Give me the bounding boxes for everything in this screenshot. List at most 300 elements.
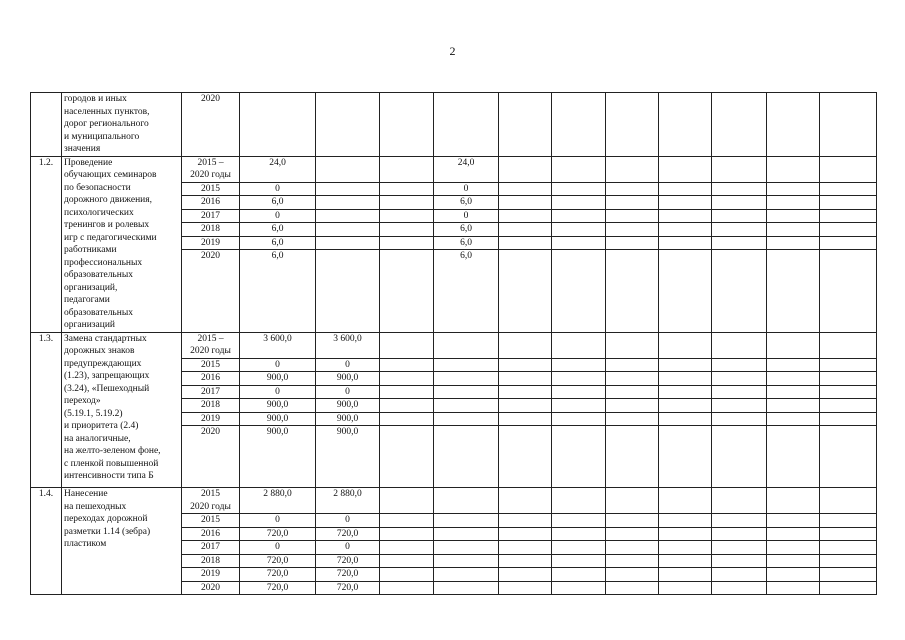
value-cell xyxy=(316,209,380,223)
total-cell: 720,0 xyxy=(240,568,316,582)
value-cell xyxy=(606,514,659,528)
year-cell xyxy=(182,514,240,528)
value-cell xyxy=(712,399,767,413)
value-cell xyxy=(606,223,659,237)
value-cell xyxy=(316,196,380,210)
item-name-line: Нанесение xyxy=(64,489,108,499)
value-cell xyxy=(552,236,606,250)
item-name-line: переход» xyxy=(64,396,101,406)
value-cell xyxy=(606,399,659,413)
value-cell xyxy=(820,568,877,582)
year-cell xyxy=(182,372,240,386)
value-cell: 6,0 xyxy=(434,236,499,250)
value-cell xyxy=(767,196,820,210)
value-cell: 0 xyxy=(434,209,499,223)
value-cell xyxy=(767,488,820,514)
value-cell xyxy=(712,250,767,332)
value-cell xyxy=(499,541,552,555)
value-cell xyxy=(820,514,877,528)
value-cell xyxy=(380,568,434,582)
year-cell xyxy=(182,581,240,595)
year-label: 2016 xyxy=(201,197,220,208)
value-cell xyxy=(499,250,552,332)
value-cell xyxy=(659,182,712,196)
value-cell xyxy=(316,93,380,157)
value-cell: 0 xyxy=(434,182,499,196)
value-cell xyxy=(606,385,659,399)
value-cell xyxy=(712,581,767,595)
year-label: 2015 xyxy=(201,183,220,194)
value-cell xyxy=(552,514,606,528)
year-label: 2015 – xyxy=(197,333,224,344)
value-cell xyxy=(820,250,877,332)
total-cell: 6,0 xyxy=(240,223,316,237)
total-cell: 0 xyxy=(240,358,316,372)
value-cell xyxy=(767,223,820,237)
value-cell: 6,0 xyxy=(434,250,499,332)
value-cell xyxy=(712,514,767,528)
year-label: 2019 xyxy=(201,413,220,424)
value-cell xyxy=(434,527,499,541)
value-cell: 0 xyxy=(316,385,380,399)
value-cell xyxy=(552,527,606,541)
value-cell: 720,0 xyxy=(316,581,380,595)
value-cell xyxy=(434,412,499,426)
value-cell xyxy=(820,236,877,250)
value-cell xyxy=(659,399,712,413)
year-cell xyxy=(182,332,240,358)
item-name-line: тренингов и ролевых xyxy=(64,220,150,230)
value-cell xyxy=(316,182,380,196)
value-cell xyxy=(820,385,877,399)
item-name-line: населенных пунктов, xyxy=(64,106,150,117)
item-name-line: организаций xyxy=(64,320,116,330)
item-name-cell xyxy=(62,332,182,488)
value-cell xyxy=(606,412,659,426)
item-name-line: с пленкой повышенной xyxy=(64,458,159,469)
value-cell xyxy=(659,581,712,595)
year-label: 2016 xyxy=(201,528,220,539)
value-cell xyxy=(552,581,606,595)
budget-table xyxy=(30,92,877,595)
value-cell xyxy=(499,554,552,568)
value-cell xyxy=(499,581,552,595)
value-cell xyxy=(712,527,767,541)
value-cell: 900,0 xyxy=(316,426,380,488)
value-cell xyxy=(606,527,659,541)
value-cell xyxy=(712,223,767,237)
value-cell xyxy=(659,385,712,399)
item-name-line: дорожных знаков xyxy=(64,346,135,356)
value-cell xyxy=(767,426,820,488)
total-cell: 720,0 xyxy=(240,554,316,568)
value-cell xyxy=(712,358,767,372)
value-cell xyxy=(712,541,767,555)
item-name-line: педагогами xyxy=(64,295,110,305)
value-cell xyxy=(434,488,499,514)
value-cell xyxy=(380,372,434,386)
value-cell xyxy=(552,196,606,210)
value-cell xyxy=(606,426,659,488)
year-label: 2020 xyxy=(201,427,220,437)
value-cell xyxy=(767,581,820,595)
value-cell xyxy=(767,209,820,223)
row-number-cell: 1.4. xyxy=(31,488,62,595)
year-label: 2017 xyxy=(201,542,220,552)
value-cell xyxy=(659,236,712,250)
item-name-line: (1.23), запрещающих xyxy=(64,371,150,381)
value-cell xyxy=(380,581,434,595)
total-cell: 0 xyxy=(240,514,316,528)
year-label: 2017 xyxy=(201,210,220,221)
value-cell xyxy=(767,385,820,399)
value-cell xyxy=(606,372,659,386)
year-cell xyxy=(182,554,240,568)
year-label: 2016 xyxy=(201,373,220,383)
value-cell xyxy=(552,93,606,157)
item-name-line: значения xyxy=(64,144,101,154)
row-number-cell: 1.3. xyxy=(31,332,62,488)
value-cell xyxy=(380,554,434,568)
value-cell xyxy=(712,568,767,582)
value-cell xyxy=(552,223,606,237)
value-cell xyxy=(767,514,820,528)
year-label: 2020 xyxy=(201,582,220,593)
value-cell: 0 xyxy=(316,514,380,528)
value-cell xyxy=(380,412,434,426)
value-cell xyxy=(659,250,712,332)
value-cell xyxy=(499,332,552,358)
value-cell xyxy=(552,412,606,426)
value-cell xyxy=(434,332,499,358)
page-number: 2 xyxy=(449,44,456,58)
value-cell: 900,0 xyxy=(316,399,380,413)
item-name-line: переходах дорожной xyxy=(64,514,148,524)
value-cell: 24,0 xyxy=(434,156,499,182)
year-label: 2018 xyxy=(201,224,220,235)
year-label: 2017 xyxy=(201,386,220,397)
value-cell xyxy=(820,182,877,196)
value-cell xyxy=(767,332,820,358)
value-cell xyxy=(767,554,820,568)
total-cell: 3 600,0 xyxy=(240,332,316,358)
item-name-line: (5.19.1, 5.19.2) xyxy=(64,408,123,419)
value-cell xyxy=(659,412,712,426)
item-name-cell xyxy=(62,156,182,332)
value-cell xyxy=(434,581,499,595)
value-cell xyxy=(380,93,434,157)
value-cell xyxy=(659,358,712,372)
value-cell xyxy=(552,372,606,386)
year-label: 2019 xyxy=(201,237,220,248)
value-cell xyxy=(606,236,659,250)
year-label: 2015 xyxy=(201,489,220,499)
year-cell xyxy=(182,568,240,582)
value-cell xyxy=(434,399,499,413)
total-cell: 720,0 xyxy=(240,527,316,541)
value-cell xyxy=(767,541,820,555)
value-cell xyxy=(499,527,552,541)
value-cell xyxy=(380,541,434,555)
year-cell xyxy=(182,358,240,372)
value-cell xyxy=(552,488,606,514)
value-cell xyxy=(552,399,606,413)
value-cell xyxy=(380,236,434,250)
total-cell: 24,0 xyxy=(240,156,316,182)
year-range-label: 2020 годы xyxy=(190,346,231,356)
total-cell: 900,0 xyxy=(240,372,316,386)
year-cell xyxy=(182,412,240,426)
value-cell xyxy=(499,182,552,196)
year-cell xyxy=(182,196,240,210)
item-name-line: пластиком xyxy=(64,539,107,549)
total-cell: 0 xyxy=(240,209,316,223)
value-cell: 720,0 xyxy=(316,568,380,582)
value-cell xyxy=(659,372,712,386)
value-cell xyxy=(552,568,606,582)
value-cell xyxy=(820,581,877,595)
value-cell: 6,0 xyxy=(434,196,499,210)
value-cell xyxy=(767,527,820,541)
value-cell xyxy=(659,541,712,555)
value-cell xyxy=(659,93,712,157)
value-cell xyxy=(499,358,552,372)
value-cell xyxy=(380,223,434,237)
value-cell xyxy=(499,514,552,528)
value-cell xyxy=(499,209,552,223)
table-row xyxy=(31,93,877,157)
item-name-line: интенсивности типа Б xyxy=(64,471,154,481)
value-cell xyxy=(659,332,712,358)
value-cell xyxy=(606,209,659,223)
value-cell xyxy=(380,209,434,223)
year-label: 2018 xyxy=(201,400,220,410)
value-cell xyxy=(499,93,552,157)
value-cell xyxy=(552,426,606,488)
value-cell xyxy=(659,196,712,210)
item-name-line: разметки 1.14 (зебра) xyxy=(64,526,151,537)
value-cell xyxy=(552,209,606,223)
value-cell xyxy=(380,426,434,488)
value-cell xyxy=(820,196,877,210)
value-cell: 900,0 xyxy=(316,372,380,386)
value-cell xyxy=(659,156,712,182)
total-cell: 900,0 xyxy=(240,399,316,413)
value-cell xyxy=(659,223,712,237)
value-cell xyxy=(712,196,767,210)
item-name-cell xyxy=(62,488,182,595)
value-cell xyxy=(659,527,712,541)
value-cell xyxy=(380,514,434,528)
item-name-cell xyxy=(62,93,182,157)
value-cell xyxy=(820,332,877,358)
year-range-label: 2020 годы xyxy=(190,501,231,512)
value-cell xyxy=(820,554,877,568)
value-cell xyxy=(606,554,659,568)
value-cell xyxy=(712,426,767,488)
item-name-line: дорог регионального xyxy=(64,119,149,129)
year-cell xyxy=(182,385,240,399)
item-name-line: организаций, xyxy=(64,282,118,293)
value-cell xyxy=(380,156,434,182)
item-name-line: (3.24), «Пешеходный xyxy=(64,383,150,394)
value-cell xyxy=(767,399,820,413)
value-cell xyxy=(767,568,820,582)
year-label: 2020 xyxy=(201,251,220,262)
value-cell xyxy=(712,554,767,568)
value-cell xyxy=(659,514,712,528)
value-cell xyxy=(499,236,552,250)
value-cell xyxy=(499,385,552,399)
value-cell xyxy=(499,196,552,210)
value-cell xyxy=(434,426,499,488)
value-cell xyxy=(434,372,499,386)
value-cell xyxy=(434,385,499,399)
value-cell xyxy=(659,209,712,223)
year-label: 2015 xyxy=(201,515,220,525)
value-cell xyxy=(820,358,877,372)
value-cell xyxy=(712,385,767,399)
item-name-line: дорожного движения, xyxy=(64,195,153,205)
value-cell: 6,0 xyxy=(434,223,499,237)
value-cell xyxy=(606,156,659,182)
item-name-line: городов и иных xyxy=(64,94,127,104)
row-number-cell: 1.2. xyxy=(31,156,62,332)
value-cell xyxy=(316,223,380,237)
value-cell: 3 600,0 xyxy=(316,332,380,358)
year-cell xyxy=(182,156,240,182)
value-cell xyxy=(659,488,712,514)
total-cell: 0 xyxy=(240,182,316,196)
item-name-line: обучающих семинаров xyxy=(64,170,157,180)
value-cell xyxy=(552,250,606,332)
value-cell: 720,0 xyxy=(316,554,380,568)
value-cell xyxy=(820,541,877,555)
year-cell xyxy=(182,236,240,250)
year-cell xyxy=(182,426,240,488)
value-cell xyxy=(767,156,820,182)
item-name-line: образовательных xyxy=(64,270,133,280)
value-cell xyxy=(712,93,767,157)
value-cell xyxy=(434,541,499,555)
value-cell xyxy=(767,182,820,196)
value-cell xyxy=(380,250,434,332)
value-cell xyxy=(499,156,552,182)
value-cell: 2 880,0 xyxy=(316,488,380,514)
value-cell xyxy=(499,399,552,413)
total-cell: 900,0 xyxy=(240,412,316,426)
value-cell xyxy=(659,554,712,568)
item-name-line: по безопасности xyxy=(64,182,131,193)
value-cell xyxy=(767,358,820,372)
value-cell xyxy=(499,223,552,237)
year-cell xyxy=(182,209,240,223)
item-name-line: образовательных xyxy=(64,307,133,318)
value-cell xyxy=(434,93,499,157)
value-cell xyxy=(380,488,434,514)
year-label: 2015 xyxy=(201,359,220,370)
year-cell xyxy=(182,488,240,514)
table-body xyxy=(31,93,877,595)
year-label: 2019 xyxy=(201,569,220,579)
total-cell: 6,0 xyxy=(240,250,316,332)
value-cell xyxy=(380,332,434,358)
item-name-line: на желто-зеленом фоне, xyxy=(64,446,161,456)
value-cell xyxy=(434,568,499,582)
value-cell xyxy=(552,541,606,555)
value-cell xyxy=(552,385,606,399)
value-cell xyxy=(380,399,434,413)
value-cell xyxy=(380,182,434,196)
value-cell xyxy=(712,182,767,196)
table-row xyxy=(31,488,877,514)
value-cell xyxy=(380,385,434,399)
value-cell xyxy=(767,236,820,250)
table-row xyxy=(31,156,877,182)
value-cell xyxy=(820,488,877,514)
total-cell: 0 xyxy=(240,541,316,555)
value-cell xyxy=(552,156,606,182)
value-cell: 720,0 xyxy=(316,527,380,541)
value-cell xyxy=(820,93,877,157)
total-cell: 6,0 xyxy=(240,236,316,250)
value-cell xyxy=(316,156,380,182)
value-cell xyxy=(499,412,552,426)
value-cell xyxy=(606,332,659,358)
value-cell xyxy=(316,250,380,332)
value-cell xyxy=(499,372,552,386)
total-cell: 900,0 xyxy=(240,426,316,488)
value-cell xyxy=(606,541,659,555)
value-cell xyxy=(606,488,659,514)
value-cell xyxy=(380,358,434,372)
year-label: 2018 xyxy=(201,555,220,566)
value-cell xyxy=(820,412,877,426)
total-cell xyxy=(240,93,316,157)
item-name-line: предупреждающих xyxy=(64,358,142,369)
item-name-line: работниками xyxy=(64,245,117,255)
year-cell xyxy=(182,182,240,196)
value-cell xyxy=(820,209,877,223)
item-name-line: и приоритета (2.4) xyxy=(64,421,139,431)
value-cell xyxy=(316,236,380,250)
value-cell xyxy=(606,93,659,157)
item-name-line: профессиональных xyxy=(64,257,143,268)
value-cell xyxy=(767,250,820,332)
value-cell xyxy=(820,426,877,488)
value-cell: 900,0 xyxy=(316,412,380,426)
value-cell xyxy=(820,399,877,413)
item-name-line: Замена стандартных xyxy=(64,333,147,344)
value-cell xyxy=(820,527,877,541)
value-cell xyxy=(499,568,552,582)
value-cell xyxy=(552,554,606,568)
table-row xyxy=(31,332,877,358)
value-cell xyxy=(767,372,820,386)
year-cell xyxy=(182,541,240,555)
year-range-label: 2020 годы xyxy=(190,170,231,180)
value-cell: 0 xyxy=(316,358,380,372)
value-cell: 0 xyxy=(316,541,380,555)
value-cell xyxy=(712,412,767,426)
item-name-line: психологических xyxy=(64,207,134,218)
total-cell: 6,0 xyxy=(240,196,316,210)
value-cell xyxy=(712,332,767,358)
item-name-line: и муниципального xyxy=(64,131,140,142)
value-cell xyxy=(552,332,606,358)
value-cell xyxy=(380,196,434,210)
value-cell xyxy=(712,372,767,386)
